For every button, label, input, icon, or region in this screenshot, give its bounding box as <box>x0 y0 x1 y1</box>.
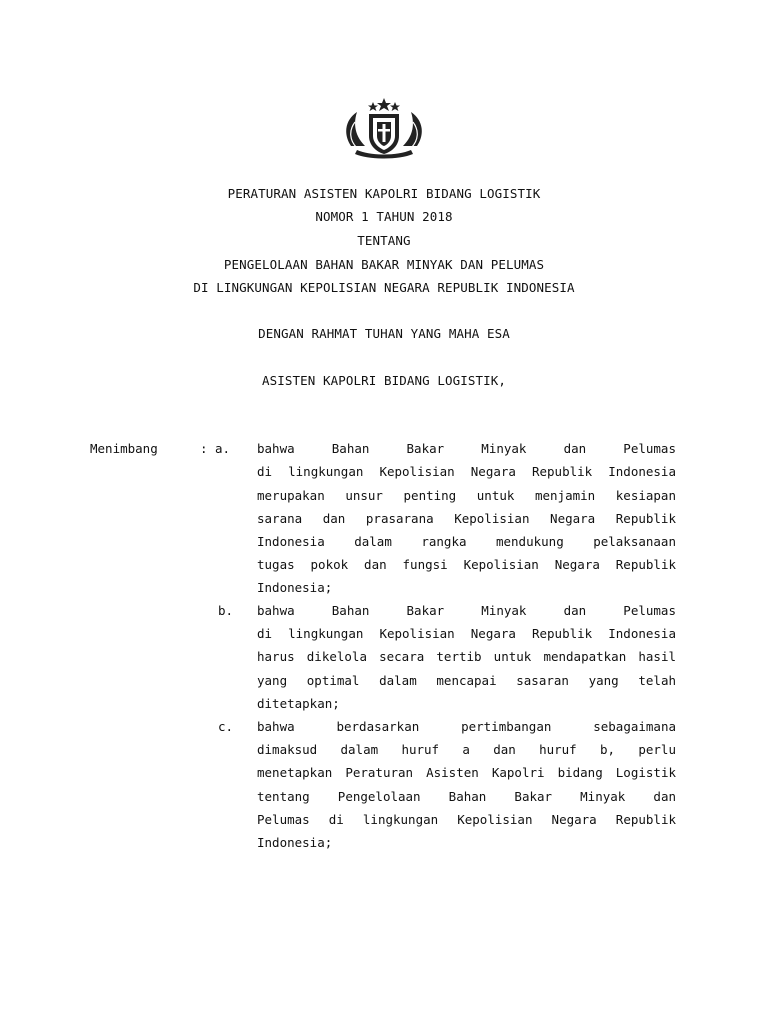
regulation-title: PERATURAN ASISTEN KAPOLRI BIDANG LOGISTIK <box>227 186 541 201</box>
item-a-line: di lingkungan Kepolisian Negara Republik Indonesia <box>257 464 676 479</box>
item-b-line: bahwa Bahan Bakar Minyak dan Pelumas <box>257 603 676 618</box>
regulation-subject-line2: DI LINGKUNGAN KEPOLISIAN NEGARA REPUBLIK INDONESIA <box>193 280 575 295</box>
item-marker-b: b. <box>218 603 234 618</box>
item-c-line: Pelumas di lingkungan Kepolisian Negara Republik <box>257 812 676 827</box>
item-c-line: bahwa berdasarkan pertimbangan sebagaimana <box>257 719 676 734</box>
item-a-line: merupakan unsur penting untuk menjamin kesiapan <box>257 488 676 503</box>
considering-label: Menimbang <box>90 441 158 456</box>
regulation-subject-line1: PENGELOLAAN BAHAN BAKAR MINYAK DAN PELUMAS <box>223 257 545 272</box>
police-emblem-logo <box>339 96 429 164</box>
item-a-line: Indonesia dalam rangka mendukung pelaksanaan <box>257 534 676 549</box>
considering-colon: : <box>200 441 208 456</box>
item-b-line: ditetapkan; <box>257 696 340 711</box>
regulation-number: NOMOR 1 TAHUN 2018 <box>315 209 453 224</box>
item-c-line: menetapkan Peraturan Asisten Kapolri bidang Logistik <box>257 765 676 780</box>
item-a-line: sarana dan prasarana Kepolisian Negara Republik <box>257 511 676 526</box>
item-a-line: Indonesia; <box>257 580 333 595</box>
official-title: ASISTEN KAPOLRI BIDANG LOGISTIK, <box>261 373 507 388</box>
blessing-line: DENGAN RAHMAT TUHAN YANG MAHA ESA <box>258 326 510 341</box>
item-b-line: harus dikelola secara tertib untuk mendapatkan hasil <box>257 649 676 664</box>
item-b-line: yang optimal dalam mencapai sasaran yang telah <box>257 673 676 688</box>
item-marker-a: a. <box>215 441 231 456</box>
item-a-line: tugas pokok dan fungsi Kepolisian Negara Republik <box>257 557 676 572</box>
item-c-line: Indonesia; <box>257 835 333 850</box>
item-c-line: dimaksud dalam huruf a dan huruf b, perlu <box>257 742 676 757</box>
item-marker-c: c. <box>218 719 234 734</box>
item-a-line: bahwa Bahan Bakar Minyak dan Pelumas <box>257 441 676 456</box>
item-c-line: tentang Pengelolaan Bahan Bakar Minyak dan <box>257 789 676 804</box>
regulation-about-label: TENTANG <box>357 233 411 248</box>
item-b-line: di lingkungan Kepolisian Negara Republik Indonesia <box>257 626 676 641</box>
